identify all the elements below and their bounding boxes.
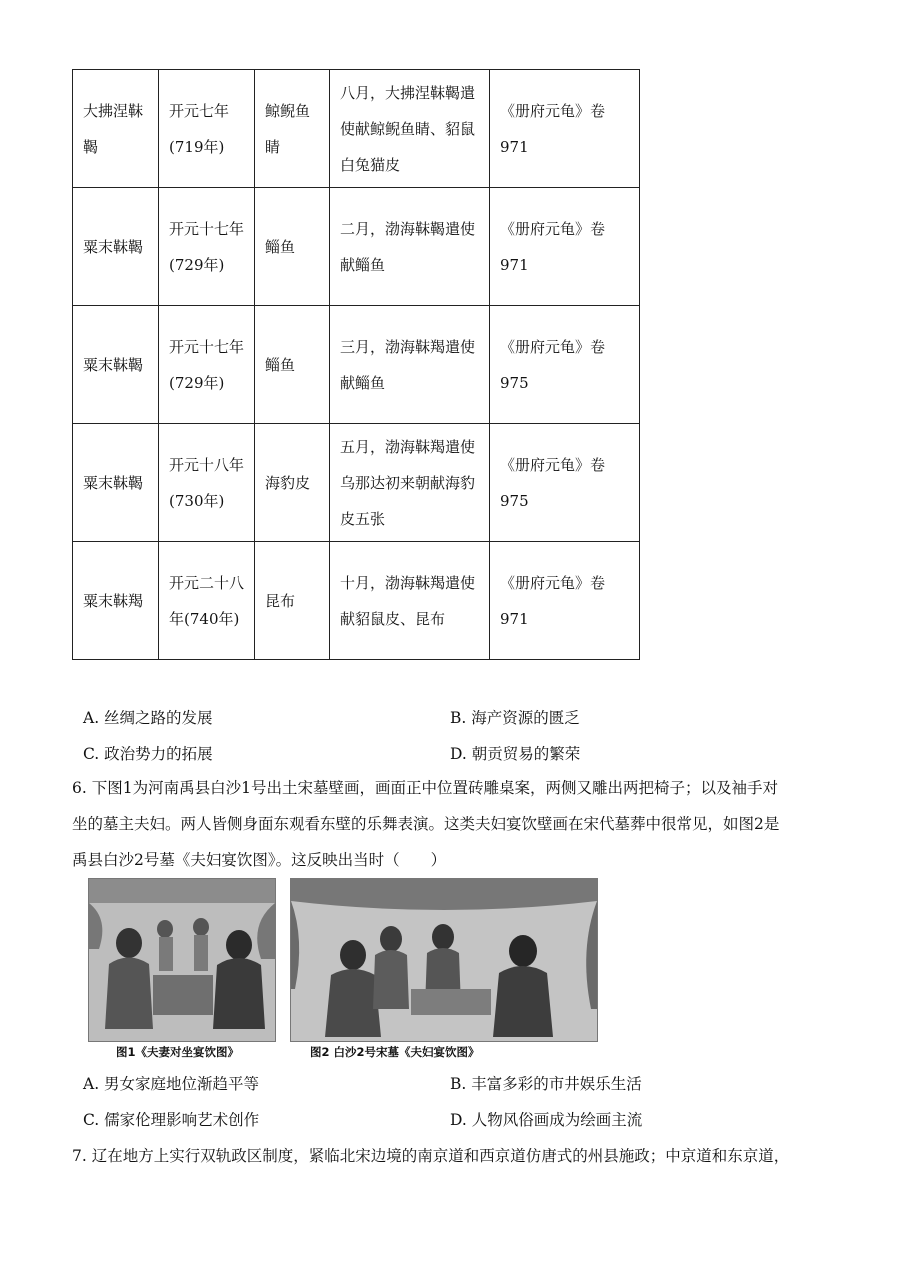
q6-stem-line-2: 坐的墓主夫妇。两人皆侧身面东观看东壁的乐舞表演。这类夫妇宴饮壁画在宋代墓葬中很常见，如图2是 xyxy=(72,815,780,833)
tribute-table xyxy=(72,69,640,660)
q6-stem-line-3: 禹县白沙2号墓《夫妇宴饮图》。这反映出当时（ ） xyxy=(72,851,447,869)
table-cell-source: 《册府元龟》卷975 xyxy=(490,424,640,542)
table-cell-tribe: 粟末靺鞨 xyxy=(73,306,159,424)
table-cell-time: 开元十八年(730年) xyxy=(159,424,255,542)
table-cell-item: 鲸鲵鱼睛 xyxy=(255,70,330,188)
table-cell-event: 五月，渤海靺羯遣使乌那达初来朝献海豹皮五张 xyxy=(330,424,490,542)
q5-option-c[interactable]: C. 政治势力的拓展 xyxy=(83,745,213,763)
q5-option-b[interactable]: B. 海产资源的匮乏 xyxy=(450,709,580,727)
table-cell-event: 十月，渤海靺羯遣使献貂鼠皮、昆布 xyxy=(330,542,490,660)
table-cell-tribe: 粟末靺鞨 xyxy=(73,188,159,306)
table-cell-tribe: 粟末靺羯 xyxy=(73,542,159,660)
table-cell-time: 开元十七年(729年) xyxy=(159,188,255,306)
table-cell-time: 开元二十八年(740年) xyxy=(159,542,255,660)
fig1-mural-image xyxy=(88,878,276,1042)
q6-option-b[interactable]: B. 丰富多彩的市井娱乐生活 xyxy=(450,1075,642,1093)
table-cell-tribe: 大拂涅靺鞨 xyxy=(73,70,159,188)
table-row xyxy=(73,424,640,542)
q7-stem-line-1: 7. 辽在地方上实行双轨政区制度，紧临北宋边境的南京道和西京道仿唐式的州县施政；中京道和东京道， xyxy=(72,1147,790,1165)
q6-option-d[interactable]: D. 人物风俗画成为绘画主流 xyxy=(450,1111,643,1129)
q6-figures xyxy=(88,878,596,1068)
q5-option-a[interactable]: A. 丝绸之路的发展 xyxy=(83,709,213,727)
table-cell-event: 八月，大拂涅靺鞨遣使献鲸鲵鱼睛、貂鼠白兔猫皮 xyxy=(330,70,490,188)
table-cell-time: 开元七年(719年) xyxy=(159,70,255,188)
fig2-mural-drawing xyxy=(291,879,597,1041)
q6-option-c[interactable]: C. 儒家伦理影响艺术创作 xyxy=(83,1111,260,1129)
table-cell-item: 鲻鱼 xyxy=(255,306,330,424)
table-cell-event: 二月，渤海靺鞨遣使献鲻鱼 xyxy=(330,188,490,306)
fig1-mural-drawing xyxy=(89,879,275,1041)
table-cell-source: 《册府元龟》卷971 xyxy=(490,542,640,660)
table-cell-event: 三月，渤海靺羯遣使献鲻鱼 xyxy=(330,306,490,424)
table-row xyxy=(73,70,640,188)
q7-stem xyxy=(72,1138,812,1174)
table-cell-tribe: 粟末靺鞨 xyxy=(73,424,159,542)
q6-stem-line-1: 6. 下图1为河南禹县白沙1号出土宋墓壁画，画面正中位置砖雕桌案，两侧又雕出两把椅子；以及袖手对 xyxy=(72,779,778,797)
table-cell-source: 《册府元龟》卷975 xyxy=(490,306,640,424)
q6-option-a[interactable]: A. 男女家庭地位渐趋平等 xyxy=(83,1075,260,1093)
fig2-caption: 图2 白沙2号宋墓《夫妇宴饮图》 xyxy=(310,1045,480,1059)
table-row xyxy=(73,306,640,424)
table-cell-item: 鲻鱼 xyxy=(255,188,330,306)
table-cell-source: 《册府元龟》卷971 xyxy=(490,70,640,188)
table-cell-source: 《册府元龟》卷971 xyxy=(490,188,640,306)
table-cell-item: 海豹皮 xyxy=(255,424,330,542)
table-cell-item: 昆布 xyxy=(255,542,330,660)
fig1-caption: 图1《夫妻对坐宴饮图》 xyxy=(116,1045,240,1059)
tribute-table-body xyxy=(73,70,640,660)
table-cell-time: 开元十七年(729年) xyxy=(159,306,255,424)
table-row xyxy=(73,542,640,660)
q6-stem xyxy=(72,770,812,878)
fig2-mural-image xyxy=(290,878,598,1042)
table-row xyxy=(73,188,640,306)
q5-option-d[interactable]: D. 朝贡贸易的繁荣 xyxy=(450,745,581,763)
